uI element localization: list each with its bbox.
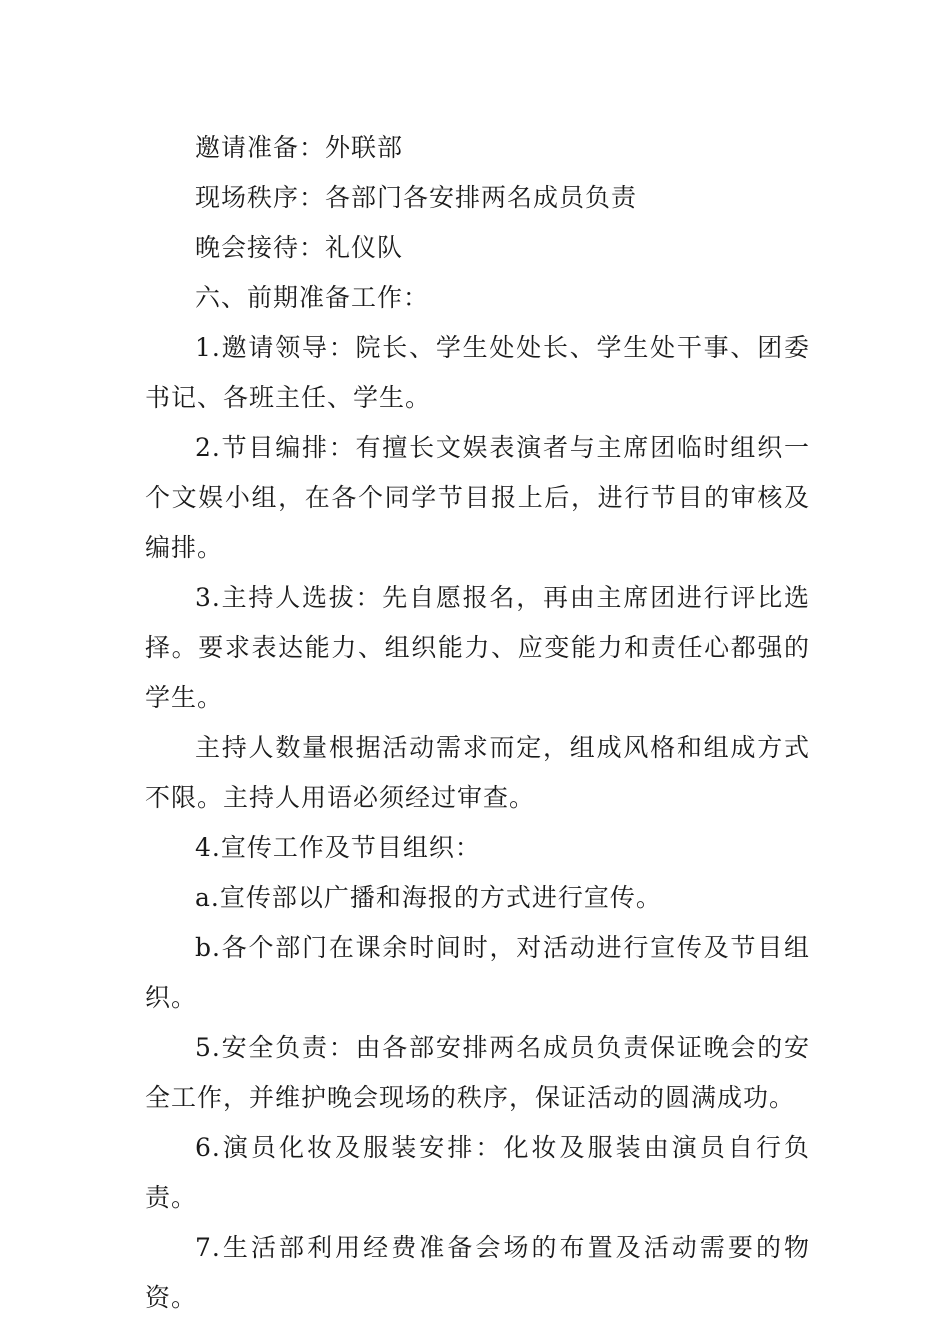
paragraph-item-4: 4.宣传工作及节目组织：	[195, 833, 481, 862]
document-body	[145, 123, 810, 1323]
paragraph-host-note: 主持人数量根据活动需求而定，组成风格和组成方式不限。主持人用语必须经过审查。	[145, 733, 810, 812]
paragraph-item-6: 6.演员化妆及服装安排：化妆及服装由演员自行负责。	[145, 1133, 810, 1212]
section-heading-preparation: 六、前期准备工作：	[195, 283, 430, 312]
paragraph-item-3: 3.主持人选拔：先自愿报名，再由主席团进行评比选择。要求表达能力、组织能力、应变能力和责任心都强的学生。	[145, 583, 810, 712]
paragraph-item-4b: b.各个部门在课余时间时，对活动进行宣传及节目组织。	[145, 933, 810, 1012]
paragraph-item-1: 1.邀请领导：院长、学生处处长、学生处干事、团委书记、各班主任、学生。	[145, 333, 810, 412]
paragraph-site-order: 现场秩序：各部门各安排两名成员负责	[195, 183, 638, 212]
paragraph-item-2: 2.节目编排：有擅长文娱表演者与主席团临时组织一个文娱小组，在各个同学节目报上后，进行节目的审核及编排。	[145, 433, 810, 562]
paragraph-item-5: 5.安全负责：由各部安排两名成员负责保证晚会的安全工作，并维护晚会现场的秩序，保证活动的圆满成功。	[145, 1033, 810, 1112]
paragraph-reception: 晚会接待：礼仪队	[195, 233, 404, 262]
paragraph-item-7: 7.生活部利用经费准备会场的布置及活动需要的物资。	[145, 1233, 810, 1312]
paragraph-invitation-prep: 邀请准备：外联部	[195, 133, 404, 162]
paragraph-item-4a: a.宣传部以广播和海报的方式进行宣传。	[195, 883, 662, 912]
